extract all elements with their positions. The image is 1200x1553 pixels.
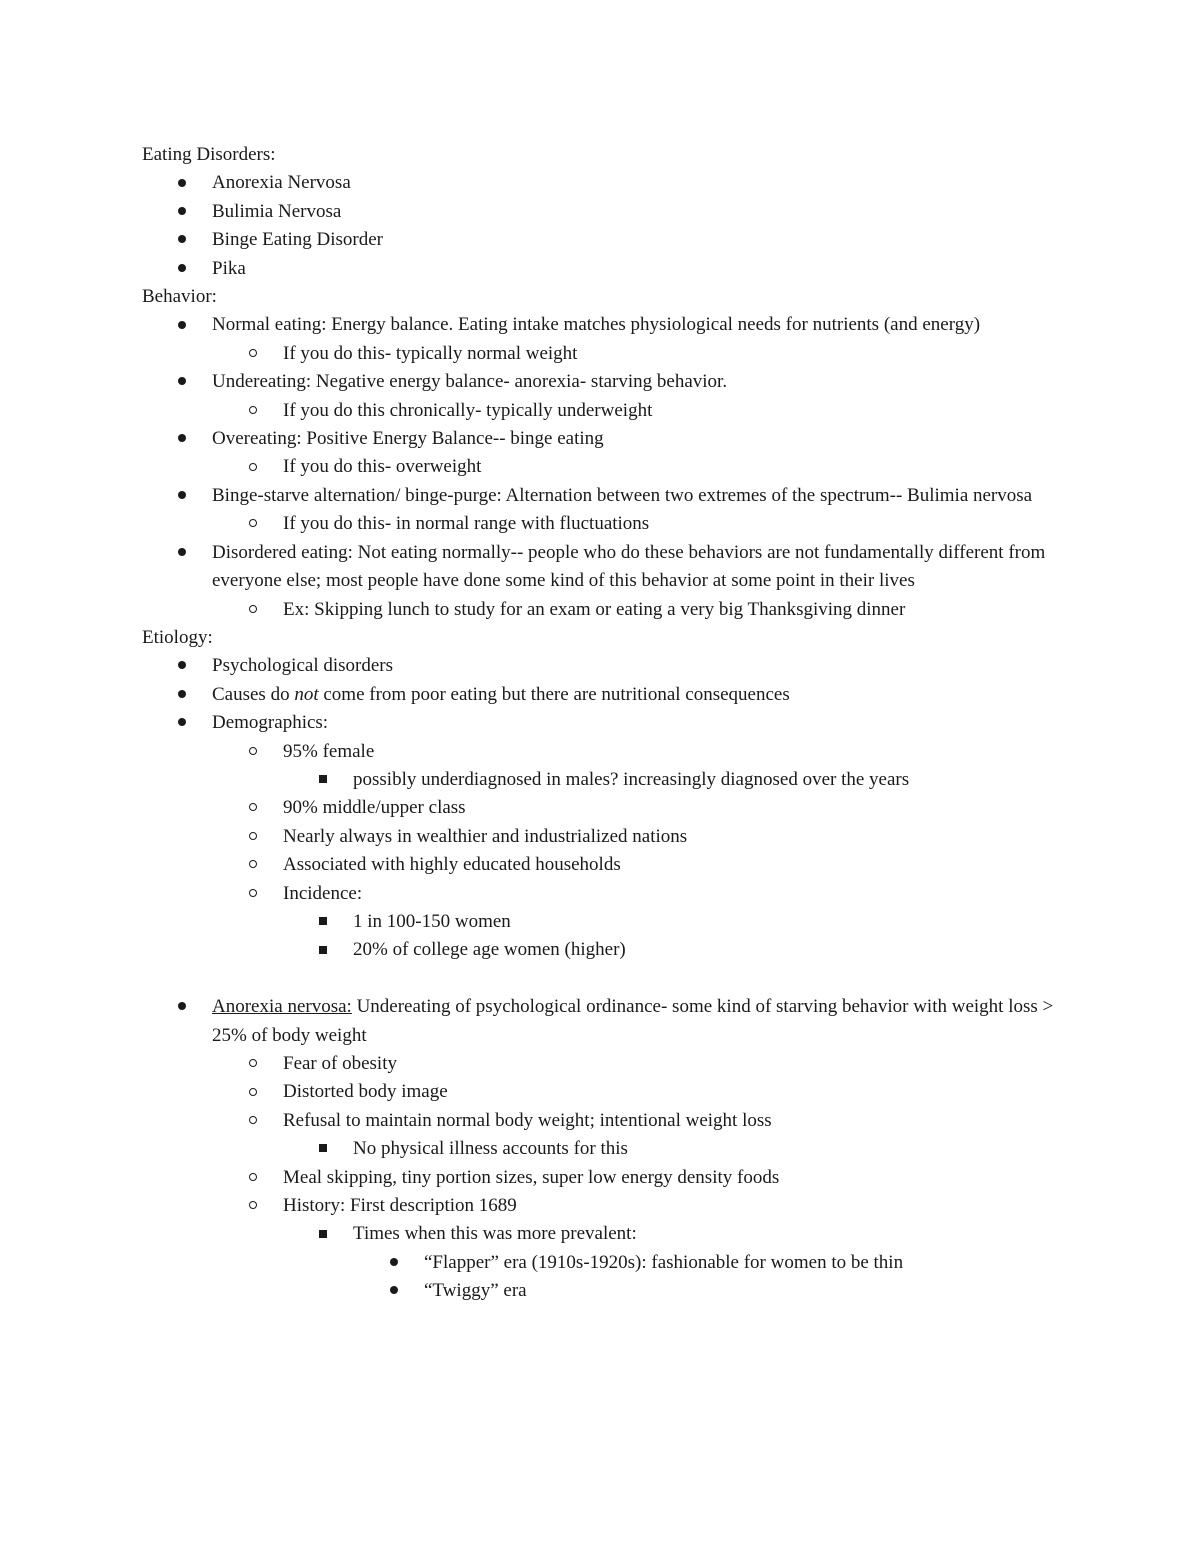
list-item: possibly underdiagnosed in males? increasingly diagnosed over the years: [142, 766, 1062, 794]
hollow-bullet-icon: [243, 794, 263, 822]
filled-bullet-icon: [172, 425, 192, 453]
list-item: Distorted body image: [142, 1078, 1062, 1106]
filled-bullet-icon: [172, 993, 192, 1021]
hollow-bullet-icon: [243, 397, 263, 425]
hollow-bullet-icon: [243, 1164, 263, 1192]
list-item: No physical illness accounts for this: [142, 1135, 1062, 1163]
hollow-bullet-icon: [243, 851, 263, 879]
list-item: Bulimia Nervosa: [142, 198, 1062, 226]
hollow-bullet-icon: [243, 1192, 263, 1220]
hollow-bullet-icon: [243, 880, 263, 908]
list-item: Causes do not come from poor eating but there are nutritional consequences: [142, 681, 1062, 709]
hollow-bullet-icon: [243, 510, 263, 538]
list-item: If you do this chronically- typically underweight: [142, 397, 1062, 425]
filled-bullet-icon: [172, 311, 192, 339]
hollow-bullet-icon: [243, 596, 263, 624]
list-item: Normal eating: Energy balance. Eating intake matches physiological needs for nutrients (and energy): [142, 311, 1062, 339]
list-item: Meal skipping, tiny portion sizes, super low energy density foods: [142, 1164, 1062, 1192]
list-item: If you do this- in normal range with fluctuations: [142, 510, 1062, 538]
list-item: Disordered eating: Not eating normally-- people who do these behaviors are not fundamentally different from everyone else; most people have done some kind of this behavior at some point in their lives: [142, 539, 1062, 596]
list-item: Fear of obesity: [142, 1050, 1062, 1078]
hollow-bullet-icon: [243, 1107, 263, 1135]
list-item: “Twiggy” era: [142, 1277, 1062, 1305]
notes-body: [142, 141, 1062, 1306]
square-bullet-icon: [313, 1220, 333, 1248]
hollow-bullet-icon: [243, 340, 263, 368]
filled-bullet-icon: [172, 482, 192, 510]
heading-eating-disorders: Eating Disorders:: [142, 144, 276, 165]
list-item: Associated with highly educated households: [142, 851, 1062, 879]
list-item: Pika: [142, 255, 1062, 283]
hollow-bullet-icon: [243, 1050, 263, 1078]
list-item: 20% of college age women (higher): [142, 936, 1062, 964]
list-item: If you do this- typically normal weight: [142, 340, 1062, 368]
list-item: Times when this was more prevalent:: [142, 1220, 1062, 1248]
filled-bullet-icon: [172, 198, 192, 226]
anorexia-term: Anorexia nervosa:: [212, 996, 352, 1018]
square-bullet-icon: [313, 908, 333, 936]
square-bullet-icon: [313, 936, 333, 964]
heading-behavior: Behavior:: [142, 286, 217, 308]
list-item: If you do this- overweight: [142, 453, 1062, 481]
list-item: 95% female: [142, 738, 1062, 766]
square-bullet-icon: [313, 1135, 333, 1163]
list-item: “Flapper” era (1910s-1920s): fashionable for women to be thin: [142, 1249, 1062, 1277]
list-item: Undereating: Negative energy balance- anorexia- starving behavior.: [142, 368, 1062, 396]
list-item: Binge Eating Disorder: [142, 226, 1062, 254]
list-item: Demographics:: [142, 709, 1062, 737]
emphasis-text: not: [294, 683, 319, 705]
filled-bullet-icon: [172, 255, 192, 283]
hollow-bullet-icon: [243, 453, 263, 481]
filled-bullet-icon: [172, 169, 192, 197]
filled-bullet-icon: [172, 539, 192, 567]
filled-bullet-icon: [172, 368, 192, 396]
list-item: Incidence:: [142, 880, 1062, 908]
list-item: Overeating: Positive Energy Balance-- binge eating: [142, 425, 1062, 453]
list-item: Anorexia Nervosa: [142, 169, 1062, 197]
filled-bullet-icon: [172, 652, 192, 680]
filled-bullet-icon: [172, 681, 192, 709]
list-item: Ex: Skipping lunch to study for an exam or eating a very big Thanksgiving dinner: [142, 596, 1062, 624]
filled-bullet-icon: [172, 709, 192, 737]
hollow-bullet-icon: [243, 823, 263, 851]
heading-etiology: Etiology:: [142, 626, 213, 648]
filled-bullet-icon: [172, 226, 192, 254]
list-item: 90% middle/upper class: [142, 794, 1062, 822]
list-item: Binge-starve alternation/ binge-purge: Alternation between two extremes of the spectrum-- Bulimia nervosa: [142, 482, 1062, 510]
filled-bullet-icon: [384, 1249, 404, 1277]
filled-bullet-icon: [384, 1277, 404, 1305]
list-item: 1 in 100-150 women: [142, 908, 1062, 936]
list-item: Refusal to maintain normal body weight; intentional weight loss: [142, 1107, 1062, 1135]
blank-line: [142, 965, 1062, 993]
square-bullet-icon: [313, 766, 333, 794]
hollow-bullet-icon: [243, 738, 263, 766]
hollow-bullet-icon: [243, 1078, 263, 1106]
list-item: Psychological disorders: [142, 652, 1062, 680]
list-item: Anorexia nervosa: Undereating of psychological ordinance- some kind of starving behavior with weight loss > 25% of body weight: [142, 993, 1062, 1050]
list-item: History: First description 1689: [142, 1192, 1062, 1220]
list-item: Nearly always in wealthier and industrialized nations: [142, 823, 1062, 851]
